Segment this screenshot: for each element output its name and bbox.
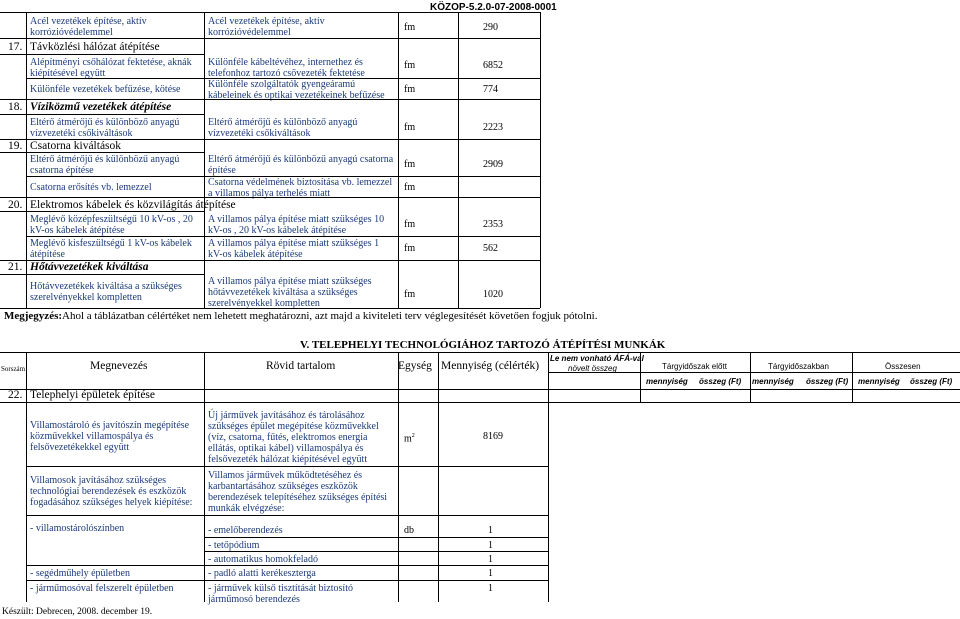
col-line	[204, 12, 205, 308]
row-line	[0, 197, 540, 198]
unit-sup: 2	[411, 433, 415, 439]
row-line	[0, 402, 204, 403]
row-line	[0, 308, 540, 309]
item-unit: fm	[404, 22, 416, 33]
section-number: 21.	[8, 261, 23, 273]
row-line	[0, 274, 204, 275]
item-desc: A villamos pálya építése miatt szükséges 10 kV-os , 20 kV-os kábelek átépítése	[208, 214, 385, 236]
item-desc: - emelőberendezés	[208, 525, 283, 536]
item-name: Meglévő kisfeszültségű 1 kV-os kábelek átépítése	[30, 238, 192, 260]
section-number: 19.	[8, 140, 23, 152]
item-name: - járműmosóval felszerelt épületben	[30, 583, 174, 594]
sub-osszeg: összeg (Ft)	[699, 377, 742, 386]
item-unit: fm	[404, 219, 416, 230]
item-desc: Villamos járművek működtetéséhez és karbantartásához szükséges eszközök berendezések telepítéséhez szükséges építési munkák elvégzése:	[208, 470, 388, 514]
col-line	[540, 12, 541, 308]
col-line	[852, 352, 853, 402]
section-title: Távközlési hálózat átépítése	[30, 41, 160, 53]
item-name: Hőtávvezetékek kiváltása a szükséges szerelvényekkel kompletten	[30, 281, 182, 303]
section-title: Hőtávvezetékek kiváltása	[30, 261, 149, 273]
header-mennyiseg: Mennyiség (célérték)	[441, 360, 540, 372]
header-targyidoszak-elott: Tárgyidőszak előtt	[662, 362, 727, 371]
item-name: Meglévő középfeszültségű 10 kV-os , 20 kV-os kábelek átépítése	[30, 214, 193, 236]
row-line	[26, 466, 548, 467]
item-unit: fm	[404, 243, 416, 254]
item-desc: Eltérő átmérőjű és különbözű anyagú csatorna építése	[208, 154, 394, 176]
row-line	[0, 211, 204, 212]
item-desc: Acél vezetékek építése, aktív korrózióvédelemmel	[208, 16, 325, 38]
item-desc: - padló alatti kerékeszterga	[208, 568, 316, 579]
item-qty: 290	[483, 22, 498, 33]
row-line	[0, 152, 204, 153]
doc-code: KÖZOP-5.2.0-07-2008-0001	[430, 2, 557, 13]
col-line	[548, 352, 549, 602]
section-number: 20.	[8, 199, 23, 211]
item-desc: Csatorna védelmének biztosítása vb. lemezzel a villamos pálya terhelés miatt	[208, 177, 393, 199]
sub-mennyiseg: mennyiség	[752, 377, 794, 386]
sub-osszeg: összeg (Ft)	[806, 377, 849, 386]
header-afa-1: Le nem vonható ÁFÁ-val	[550, 354, 644, 363]
col-line	[26, 12, 27, 308]
note-label: Megjegyzés:	[4, 310, 63, 322]
sub-mennyiseg: mennyiség	[858, 377, 900, 386]
row-line	[204, 537, 548, 538]
item-desc: Eltérő átmérőjű és különböző anyagú vízvezetéki csőkiváltások	[208, 117, 358, 139]
item-unit: fm	[404, 122, 416, 133]
item-name: Eltérő átmérőjű és különböző anyagú vízvezetéki csőkiváltások	[30, 117, 180, 139]
item-name: Villamosok javításához szükséges technológiai berendezések és eszközök fogadásához szükséges helyek kiépítése:	[30, 475, 193, 508]
item-qty: 1	[488, 554, 493, 565]
unit-text: m	[404, 433, 412, 445]
header-osszesen: Összesen	[885, 362, 921, 371]
item-name: Eltérő átmérőjű és különbözű anyagú csatorna építése	[30, 154, 180, 176]
item-name: - villamostárolószínben	[30, 523, 125, 534]
item-qty: 1	[488, 568, 493, 579]
item-desc: A villamos pálya építése miatt szükséges hőtávvezetékek kiváltása a szükséges szerelvényekkel kompletten	[208, 276, 372, 309]
item-unit: fm	[404, 60, 416, 71]
item-qty: 2909	[483, 159, 503, 170]
section-title: Elektromos kábelek és közvilágítás átépítése	[30, 199, 236, 211]
row-line	[204, 551, 548, 552]
section-title: Csatorna kiváltások	[30, 140, 122, 152]
item-desc: Különféle kábeltévéhez, internethez és telefonhoz tartozó csővezeték fektetése	[208, 57, 365, 79]
item-qty: 1	[488, 525, 493, 536]
item-name: Alépítményi csőhálózat fektetése, aknák kiépítésével együtt	[30, 57, 192, 79]
section-number: 22.	[8, 389, 23, 401]
section-title: Víziközmű vezetékek átépítése	[30, 101, 172, 113]
header-megnevezes: Megnevezés	[90, 360, 148, 372]
item-qty: 562	[483, 243, 498, 254]
item-name: Villamostároló és javítószín megépítése közművekkel villamospálya és felsővezetékekkel együtt	[30, 420, 190, 453]
row-line	[0, 54, 204, 55]
item-name: Csatorna erősítés vb. lemezzel	[30, 182, 152, 193]
row-line	[0, 38, 540, 39]
header-targyidoszakban: Tárgyidőszakban	[768, 362, 829, 371]
row-line	[0, 99, 540, 100]
section-number: 18.	[8, 101, 23, 113]
row-line	[26, 565, 548, 566]
item-desc: A villamos pálya építése miatt szükséges 1 kV-os kábelek átépítése	[208, 238, 380, 260]
item-desc: - automatikus homokfeladó	[208, 554, 318, 565]
note-text: Ahol a táblázatban célértéket nem lehetett meghatározni, azt majd a kiviteleti terv véglegesítését követően fogjuk pótolni.	[62, 310, 598, 322]
item-name: - segédműhely épületben	[30, 568, 130, 579]
item-unit	[404, 431, 415, 444]
item-name: Acél vezetékek építése, aktív korrózióvédelemmel	[30, 16, 147, 38]
item-desc: Különféle szolgáltatók gyengeáramú kábeleinek és optikai vezetékeinek befűzése	[208, 79, 385, 101]
item-unit: fm	[404, 182, 416, 193]
row-line	[26, 515, 548, 516]
item-unit: fm	[404, 159, 416, 170]
item-qty: 1020	[483, 289, 503, 300]
item-unit: fm	[404, 84, 416, 95]
col-line	[750, 352, 751, 402]
item-qty: 1	[488, 540, 493, 551]
col-line	[458, 12, 459, 308]
section-title: Telephelyi épületek építése	[30, 389, 156, 401]
item-qty: 8169	[483, 431, 503, 442]
header-rovid-tartalom: Rövid tartalom	[266, 360, 336, 372]
row-line	[26, 580, 548, 581]
row-line	[0, 352, 960, 353]
col-line	[398, 12, 399, 308]
header-afa-2: növelt összeg	[568, 364, 617, 373]
sub-mennyiseg: mennyiség	[646, 377, 688, 386]
footer-date: Készült: Debrecen, 2008. december 19.	[2, 607, 153, 617]
section-v-title: V. TELEPHELYI TECHNOLÓGIÁHOZ TARTOZÓ ÁTÉPÍTÉSI MUNKÁK	[300, 339, 666, 351]
item-qty: 1	[488, 583, 493, 594]
item-unit: db	[404, 525, 414, 536]
item-qty: 6852	[483, 60, 503, 71]
item-desc: - tetőpódium	[208, 540, 260, 551]
sub-osszeg: összeg (Ft)	[910, 377, 953, 386]
item-qty: 774	[483, 84, 498, 95]
header-sorszam: Sorszám	[1, 365, 26, 373]
item-qty: 2353	[483, 219, 503, 230]
note	[4, 311, 597, 322]
row-line	[0, 12, 540, 13]
item-qty: 2223	[483, 122, 503, 133]
item-unit: fm	[404, 289, 416, 300]
row-line	[26, 236, 540, 237]
section-number: 17.	[8, 41, 23, 53]
item-name: Különféle vezetékek befűzése, kötése	[30, 84, 181, 95]
item-desc: Új járművek javításához és tárolásához szükséges épület megépítése közművekkel (víz, csatorna, fűtés, elektromos energia ellátás, optikai kábel) villamospálya és felsővezeték hálózat kiépítésével együtt	[208, 410, 379, 465]
item-desc: - járművek külső tisztítását biztosító járműmosó berendezés	[208, 583, 353, 605]
row-line	[0, 114, 204, 115]
header-egyseg: Egység	[398, 360, 432, 372]
